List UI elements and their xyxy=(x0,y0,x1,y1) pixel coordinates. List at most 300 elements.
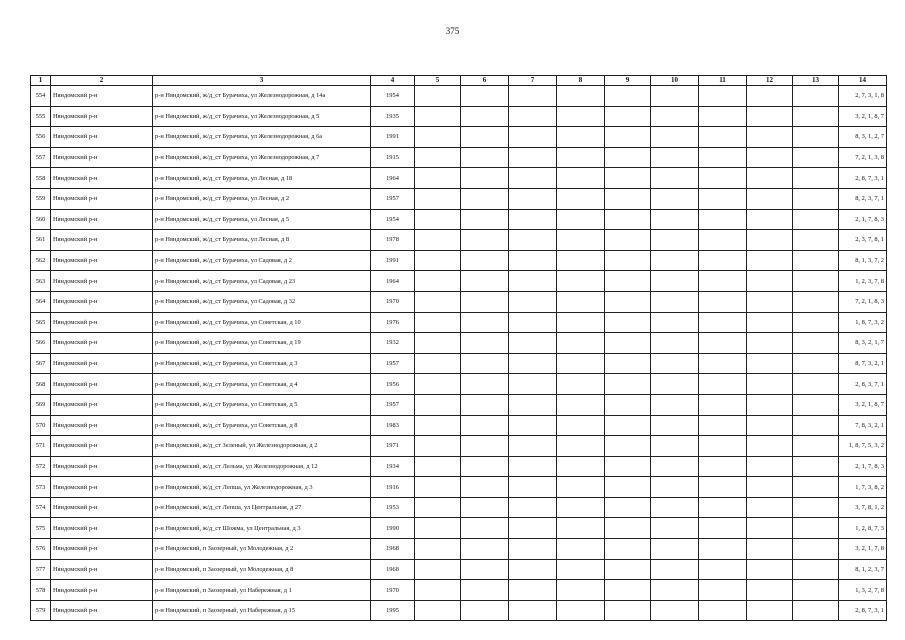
address-cell: р-н Няндомский, ж/д_ст Бурачиха, ул Железнодорожная, д 14а xyxy=(153,86,371,107)
empty-cell-col-6 xyxy=(461,312,509,333)
codes-cell: 1, 3, 2, 7, 8 xyxy=(839,580,887,601)
table-row xyxy=(31,559,887,580)
empty-cell-col-11 xyxy=(699,106,747,127)
empty-cell-col-9 xyxy=(605,456,651,477)
district-cell: Няндомский р-н xyxy=(51,353,153,374)
address-cell: р-н Няндомский, ж/д_ст Бурачиха, ул Советская, д 10 xyxy=(153,312,371,333)
address-cell: р-н Няндомский, ж/д_ст Бурачиха, ул Садовая, д 23 xyxy=(153,271,371,292)
empty-cell-col-7 xyxy=(509,374,557,395)
empty-cell-col-6 xyxy=(461,436,509,457)
empty-cell-col-11 xyxy=(699,415,747,436)
codes-cell: 2, 7, 3, 1, 8 xyxy=(839,86,887,107)
table-row xyxy=(31,436,887,457)
codes-cell: 3, 2, 1, 8, 7 xyxy=(839,394,887,415)
district-cell: Няндомский р-н xyxy=(51,271,153,292)
empty-cell-col-12 xyxy=(747,312,793,333)
empty-cell-col-13 xyxy=(793,559,839,580)
empty-cell-col-6 xyxy=(461,86,509,107)
empty-cell-col-5 xyxy=(415,477,461,498)
empty-cell-col-10 xyxy=(651,353,699,374)
empty-cell-col-11 xyxy=(699,127,747,148)
address-cell: р-н Няндомский, ж/д_ст Бурачиха, ул Советская, д 3 xyxy=(153,353,371,374)
empty-cell-col-8 xyxy=(557,230,605,251)
empty-cell-col-10 xyxy=(651,188,699,209)
empty-cell-col-9 xyxy=(605,168,651,189)
empty-cell-col-7 xyxy=(509,559,557,580)
empty-cell-col-9 xyxy=(605,394,651,415)
table-row xyxy=(31,188,887,209)
empty-cell-col-8 xyxy=(557,415,605,436)
row-number-cell: 556 xyxy=(31,127,51,148)
district-cell: Няндомский р-н xyxy=(51,168,153,189)
empty-cell-col-9 xyxy=(605,559,651,580)
empty-cell-col-11 xyxy=(699,394,747,415)
address-cell: р-н Няндомский, ж/д_ст Бурачиха, ул Лесная, д 2 xyxy=(153,188,371,209)
empty-cell-col-7 xyxy=(509,106,557,127)
column-header-3: 3 xyxy=(153,76,371,86)
address-cell: р-н Няндомский, ж/д_ст Бурачиха, ул Лесная, д 8 xyxy=(153,230,371,251)
address-cell: р-н Няндомский, ж/д_ст Шожма, ул Центральная, д 3 xyxy=(153,518,371,539)
empty-cell-col-6 xyxy=(461,250,509,271)
table-row xyxy=(31,271,887,292)
row-number-cell: 567 xyxy=(31,353,51,374)
table-row xyxy=(31,600,887,621)
empty-cell-col-5 xyxy=(415,600,461,621)
address-cell: р-н Няндомский, п Заозерный, ул Молодежная, д 8 xyxy=(153,559,371,580)
year-cell: 1978 xyxy=(371,230,415,251)
empty-cell-col-7 xyxy=(509,436,557,457)
table-row xyxy=(31,497,887,518)
empty-cell-col-8 xyxy=(557,394,605,415)
row-number-cell: 563 xyxy=(31,271,51,292)
empty-cell-col-12 xyxy=(747,86,793,107)
year-cell: 1954 xyxy=(371,86,415,107)
row-number-cell: 555 xyxy=(31,106,51,127)
district-cell: Няндомский р-н xyxy=(51,415,153,436)
district-cell: Няндомский р-н xyxy=(51,559,153,580)
empty-cell-col-10 xyxy=(651,168,699,189)
empty-cell-col-8 xyxy=(557,333,605,354)
empty-cell-col-5 xyxy=(415,518,461,539)
empty-cell-col-11 xyxy=(699,86,747,107)
empty-cell-col-6 xyxy=(461,415,509,436)
empty-cell-col-11 xyxy=(699,333,747,354)
empty-cell-col-10 xyxy=(651,291,699,312)
year-cell: 1970 xyxy=(371,291,415,312)
row-number-cell: 566 xyxy=(31,333,51,354)
empty-cell-col-7 xyxy=(509,86,557,107)
empty-cell-col-10 xyxy=(651,497,699,518)
empty-cell-col-6 xyxy=(461,291,509,312)
codes-cell: 2, 8, 7, 3, 1 xyxy=(839,600,887,621)
empty-cell-col-12 xyxy=(747,147,793,168)
empty-cell-col-8 xyxy=(557,580,605,601)
empty-cell-col-9 xyxy=(605,374,651,395)
column-header-11: 11 xyxy=(699,76,747,86)
empty-cell-col-11 xyxy=(699,209,747,230)
empty-cell-col-8 xyxy=(557,86,605,107)
codes-cell: 2, 1, 7, 8, 3 xyxy=(839,209,887,230)
year-cell: 1915 xyxy=(371,147,415,168)
empty-cell-col-6 xyxy=(461,497,509,518)
empty-cell-col-6 xyxy=(461,209,509,230)
empty-cell-col-12 xyxy=(747,374,793,395)
codes-cell: 8, 7, 3, 2, 1 xyxy=(839,353,887,374)
empty-cell-col-10 xyxy=(651,415,699,436)
empty-cell-col-8 xyxy=(557,271,605,292)
empty-cell-col-8 xyxy=(557,497,605,518)
empty-cell-col-9 xyxy=(605,353,651,374)
table-body xyxy=(31,86,887,621)
empty-cell-col-6 xyxy=(461,127,509,148)
empty-cell-col-5 xyxy=(415,559,461,580)
empty-cell-col-10 xyxy=(651,374,699,395)
codes-cell: 3, 2, 1, 8, 7 xyxy=(839,106,887,127)
empty-cell-col-11 xyxy=(699,168,747,189)
year-cell: 1991 xyxy=(371,250,415,271)
empty-cell-col-7 xyxy=(509,250,557,271)
empty-cell-col-12 xyxy=(747,539,793,560)
codes-cell: 8, 1, 2, 3, 7 xyxy=(839,559,887,580)
empty-cell-col-7 xyxy=(509,477,557,498)
empty-cell-col-6 xyxy=(461,456,509,477)
district-cell: Няндомский р-н xyxy=(51,209,153,230)
empty-cell-col-6 xyxy=(461,580,509,601)
empty-cell-col-7 xyxy=(509,497,557,518)
year-cell: 1964 xyxy=(371,271,415,292)
district-cell: Няндомский р-н xyxy=(51,230,153,251)
district-cell: Няндомский р-н xyxy=(51,539,153,560)
year-cell: 1956 xyxy=(371,374,415,395)
empty-cell-col-8 xyxy=(557,436,605,457)
empty-cell-col-13 xyxy=(793,147,839,168)
column-header-8: 8 xyxy=(557,76,605,86)
empty-cell-col-5 xyxy=(415,333,461,354)
column-header-10: 10 xyxy=(651,76,699,86)
empty-cell-col-12 xyxy=(747,415,793,436)
codes-cell: 8, 2, 3, 7, 1 xyxy=(839,188,887,209)
empty-cell-col-5 xyxy=(415,250,461,271)
district-cell: Няндомский р-н xyxy=(51,127,153,148)
empty-cell-col-13 xyxy=(793,127,839,148)
empty-cell-col-5 xyxy=(415,209,461,230)
column-header-4: 4 xyxy=(371,76,415,86)
district-cell: Няндомский р-н xyxy=(51,394,153,415)
empty-cell-col-11 xyxy=(699,497,747,518)
empty-cell-col-6 xyxy=(461,518,509,539)
empty-cell-col-11 xyxy=(699,600,747,621)
empty-cell-col-7 xyxy=(509,312,557,333)
empty-cell-col-12 xyxy=(747,333,793,354)
header-row xyxy=(31,76,887,86)
empty-cell-col-5 xyxy=(415,353,461,374)
year-cell: 1932 xyxy=(371,333,415,354)
district-cell: Няндомский р-н xyxy=(51,106,153,127)
empty-cell-col-8 xyxy=(557,106,605,127)
column-header-12: 12 xyxy=(747,76,793,86)
table-row xyxy=(31,230,887,251)
address-cell: р-н Няндомский, ж/д_ст Лепша, ул Центральная, д 27 xyxy=(153,497,371,518)
empty-cell-col-10 xyxy=(651,333,699,354)
address-cell: р-н Няндомский, ж/д_ст Бурачиха, ул Железнодорожная, д 6а xyxy=(153,127,371,148)
empty-cell-col-9 xyxy=(605,436,651,457)
empty-cell-col-7 xyxy=(509,127,557,148)
empty-cell-col-5 xyxy=(415,312,461,333)
district-cell: Няндомский р-н xyxy=(51,518,153,539)
empty-cell-col-11 xyxy=(699,230,747,251)
empty-cell-col-10 xyxy=(651,271,699,292)
district-cell: Няндомский р-н xyxy=(51,333,153,354)
empty-cell-col-13 xyxy=(793,271,839,292)
year-cell: 1970 xyxy=(371,580,415,601)
table-row xyxy=(31,147,887,168)
empty-cell-col-7 xyxy=(509,580,557,601)
empty-cell-col-5 xyxy=(415,374,461,395)
empty-cell-col-8 xyxy=(557,539,605,560)
empty-cell-col-10 xyxy=(651,559,699,580)
empty-cell-col-12 xyxy=(747,209,793,230)
empty-cell-col-5 xyxy=(415,188,461,209)
empty-cell-col-13 xyxy=(793,600,839,621)
district-cell: Няндомский р-н xyxy=(51,250,153,271)
empty-cell-col-13 xyxy=(793,250,839,271)
empty-cell-col-13 xyxy=(793,353,839,374)
empty-cell-col-7 xyxy=(509,271,557,292)
row-number-cell: 577 xyxy=(31,559,51,580)
empty-cell-col-11 xyxy=(699,539,747,560)
district-cell: Няндомский р-н xyxy=(51,477,153,498)
district-cell: Няндомский р-н xyxy=(51,374,153,395)
codes-cell: 3, 7, 8, 1, 2 xyxy=(839,497,887,518)
empty-cell-col-8 xyxy=(557,209,605,230)
empty-cell-col-10 xyxy=(651,86,699,107)
address-cell: р-н Няндомский, ж/д_ст Лепша, ул Железнодорожная, д 3 xyxy=(153,477,371,498)
empty-cell-col-13 xyxy=(793,477,839,498)
empty-cell-col-9 xyxy=(605,600,651,621)
address-cell: р-н Няндомский, ж/д_ст Бурачиха, ул Садовая, д 2 xyxy=(153,250,371,271)
empty-cell-col-6 xyxy=(461,353,509,374)
empty-cell-col-10 xyxy=(651,600,699,621)
year-cell: 1935 xyxy=(371,106,415,127)
year-cell: 1983 xyxy=(371,415,415,436)
empty-cell-col-12 xyxy=(747,291,793,312)
empty-cell-col-11 xyxy=(699,291,747,312)
empty-cell-col-6 xyxy=(461,147,509,168)
empty-cell-col-5 xyxy=(415,106,461,127)
empty-cell-col-7 xyxy=(509,518,557,539)
table-row xyxy=(31,291,887,312)
year-cell: 1934 xyxy=(371,456,415,477)
column-header-9: 9 xyxy=(605,76,651,86)
empty-cell-col-7 xyxy=(509,147,557,168)
empty-cell-col-12 xyxy=(747,477,793,498)
table-row xyxy=(31,250,887,271)
address-cell: р-н Няндомский, п Заозерный, ул Набережная, д 15 xyxy=(153,600,371,621)
year-cell: 1916 xyxy=(371,477,415,498)
empty-cell-col-13 xyxy=(793,497,839,518)
address-cell: р-н Няндомский, п Заозерный, ул Набережная, д 1 xyxy=(153,580,371,601)
address-cell: р-н Няндомский, п Заозерный, ул Молодежная, д 2 xyxy=(153,539,371,560)
empty-cell-col-11 xyxy=(699,312,747,333)
empty-cell-col-13 xyxy=(793,168,839,189)
empty-cell-col-9 xyxy=(605,230,651,251)
table-row xyxy=(31,127,887,148)
codes-cell: 8, 3, 1, 2, 7 xyxy=(839,127,887,148)
row-number-cell: 557 xyxy=(31,147,51,168)
table-row xyxy=(31,415,887,436)
empty-cell-col-11 xyxy=(699,188,747,209)
address-cell: р-н Няндомский, ж/д_ст Бурачиха, ул Советская, д 5 xyxy=(153,394,371,415)
address-cell: р-н Няндомский, ж/д_ст Бурачиха, ул Советская, д 19 xyxy=(153,333,371,354)
empty-cell-col-7 xyxy=(509,209,557,230)
column-header-13: 13 xyxy=(793,76,839,86)
empty-cell-col-13 xyxy=(793,86,839,107)
empty-cell-col-9 xyxy=(605,518,651,539)
empty-cell-col-13 xyxy=(793,415,839,436)
row-number-cell: 571 xyxy=(31,436,51,457)
district-cell: Няндомский р-н xyxy=(51,147,153,168)
row-number-cell: 562 xyxy=(31,250,51,271)
codes-cell: 1, 8, 7, 5, 3, 2 xyxy=(839,436,887,457)
codes-cell: 1, 8, 7, 3, 2 xyxy=(839,312,887,333)
codes-cell: 7, 2, 1, 8, 3 xyxy=(839,291,887,312)
row-number-cell: 574 xyxy=(31,497,51,518)
table-row xyxy=(31,353,887,374)
codes-cell: 2, 3, 7, 8, 1 xyxy=(839,230,887,251)
empty-cell-col-10 xyxy=(651,106,699,127)
empty-cell-col-12 xyxy=(747,518,793,539)
empty-cell-col-8 xyxy=(557,147,605,168)
empty-cell-col-12 xyxy=(747,188,793,209)
empty-cell-col-7 xyxy=(509,600,557,621)
district-cell: Няндомский р-н xyxy=(51,456,153,477)
empty-cell-col-7 xyxy=(509,168,557,189)
empty-cell-col-5 xyxy=(415,415,461,436)
empty-cell-col-11 xyxy=(699,271,747,292)
address-cell: р-н Няндомский, ж/д_ст Лельма, ул Железнодорожная, д 12 xyxy=(153,456,371,477)
empty-cell-col-8 xyxy=(557,477,605,498)
empty-cell-col-13 xyxy=(793,580,839,601)
empty-cell-col-13 xyxy=(793,374,839,395)
year-cell: 1991 xyxy=(371,127,415,148)
column-header-2: 2 xyxy=(51,76,153,86)
year-cell: 1971 xyxy=(371,436,415,457)
codes-cell: 1, 2, 8, 7, 3 xyxy=(839,518,887,539)
empty-cell-col-11 xyxy=(699,559,747,580)
empty-cell-col-8 xyxy=(557,600,605,621)
empty-cell-col-11 xyxy=(699,477,747,498)
row-number-cell: 573 xyxy=(31,477,51,498)
empty-cell-col-10 xyxy=(651,477,699,498)
empty-cell-col-5 xyxy=(415,271,461,292)
empty-cell-col-9 xyxy=(605,127,651,148)
district-cell: Няндомский р-н xyxy=(51,291,153,312)
empty-cell-col-8 xyxy=(557,250,605,271)
housing-registry-table xyxy=(30,75,887,621)
row-number-cell: 578 xyxy=(31,580,51,601)
district-cell: Няндомский р-н xyxy=(51,86,153,107)
empty-cell-col-6 xyxy=(461,600,509,621)
codes-cell: 2, 8, 7, 3, 1 xyxy=(839,168,887,189)
empty-cell-col-9 xyxy=(605,477,651,498)
district-cell: Няндомский р-н xyxy=(51,497,153,518)
empty-cell-col-10 xyxy=(651,147,699,168)
address-cell: р-н Няндомский, ж/д_ст Бурачиха, ул Садовая, д 32 xyxy=(153,291,371,312)
empty-cell-col-9 xyxy=(605,86,651,107)
empty-cell-col-12 xyxy=(747,230,793,251)
empty-cell-col-5 xyxy=(415,394,461,415)
year-cell: 1968 xyxy=(371,559,415,580)
empty-cell-col-9 xyxy=(605,147,651,168)
address-cell: р-н Няндомский, ж/д_ст Зеленый, ул Железнодорожная, д 2 xyxy=(153,436,371,457)
empty-cell-col-12 xyxy=(747,106,793,127)
empty-cell-col-12 xyxy=(747,436,793,457)
empty-cell-col-13 xyxy=(793,188,839,209)
codes-cell: 8, 1, 3, 7, 2 xyxy=(839,250,887,271)
empty-cell-col-5 xyxy=(415,291,461,312)
empty-cell-col-10 xyxy=(651,436,699,457)
year-cell: 1953 xyxy=(371,497,415,518)
year-cell: 1990 xyxy=(371,518,415,539)
column-header-7: 7 xyxy=(509,76,557,86)
address-cell: р-н Няндомский, ж/д_ст Бурачиха, ул Лесная, д 5 xyxy=(153,209,371,230)
empty-cell-col-7 xyxy=(509,415,557,436)
empty-cell-col-7 xyxy=(509,291,557,312)
empty-cell-col-13 xyxy=(793,230,839,251)
year-cell: 1957 xyxy=(371,353,415,374)
empty-cell-col-7 xyxy=(509,353,557,374)
district-cell: Няндомский р-н xyxy=(51,188,153,209)
column-header-5: 5 xyxy=(415,76,461,86)
empty-cell-col-7 xyxy=(509,394,557,415)
district-cell: Няндомский р-н xyxy=(51,600,153,621)
empty-cell-col-9 xyxy=(605,106,651,127)
row-number-cell: 559 xyxy=(31,188,51,209)
empty-cell-col-6 xyxy=(461,106,509,127)
empty-cell-col-5 xyxy=(415,168,461,189)
year-cell: 1964 xyxy=(371,168,415,189)
table-row xyxy=(31,539,887,560)
empty-cell-col-6 xyxy=(461,374,509,395)
empty-cell-col-11 xyxy=(699,580,747,601)
empty-cell-col-8 xyxy=(557,312,605,333)
empty-cell-col-9 xyxy=(605,291,651,312)
empty-cell-col-12 xyxy=(747,353,793,374)
address-cell: р-н Няндомский, ж/д_ст Бурачиха, ул Железнодорожная, д 5 xyxy=(153,106,371,127)
codes-cell: 7, 2, 1, 3, 8 xyxy=(839,147,887,168)
empty-cell-col-9 xyxy=(605,312,651,333)
empty-cell-col-12 xyxy=(747,497,793,518)
year-cell: 1957 xyxy=(371,394,415,415)
empty-cell-col-13 xyxy=(793,106,839,127)
empty-cell-col-13 xyxy=(793,333,839,354)
empty-cell-col-7 xyxy=(509,333,557,354)
empty-cell-col-8 xyxy=(557,127,605,148)
codes-cell: 2, 1, 7, 8, 3 xyxy=(839,456,887,477)
table-row xyxy=(31,580,887,601)
codes-cell: 3, 2, 1, 7, 8 xyxy=(839,539,887,560)
row-number-cell: 565 xyxy=(31,312,51,333)
empty-cell-col-11 xyxy=(699,456,747,477)
empty-cell-col-8 xyxy=(557,291,605,312)
empty-cell-col-10 xyxy=(651,518,699,539)
address-cell: р-н Няндомский, ж/д_ст Бурачиха, ул Советская, д 4 xyxy=(153,374,371,395)
empty-cell-col-10 xyxy=(651,209,699,230)
empty-cell-col-12 xyxy=(747,250,793,271)
table-row xyxy=(31,456,887,477)
codes-cell: 1, 2, 3, 7, 8 xyxy=(839,271,887,292)
empty-cell-col-9 xyxy=(605,539,651,560)
